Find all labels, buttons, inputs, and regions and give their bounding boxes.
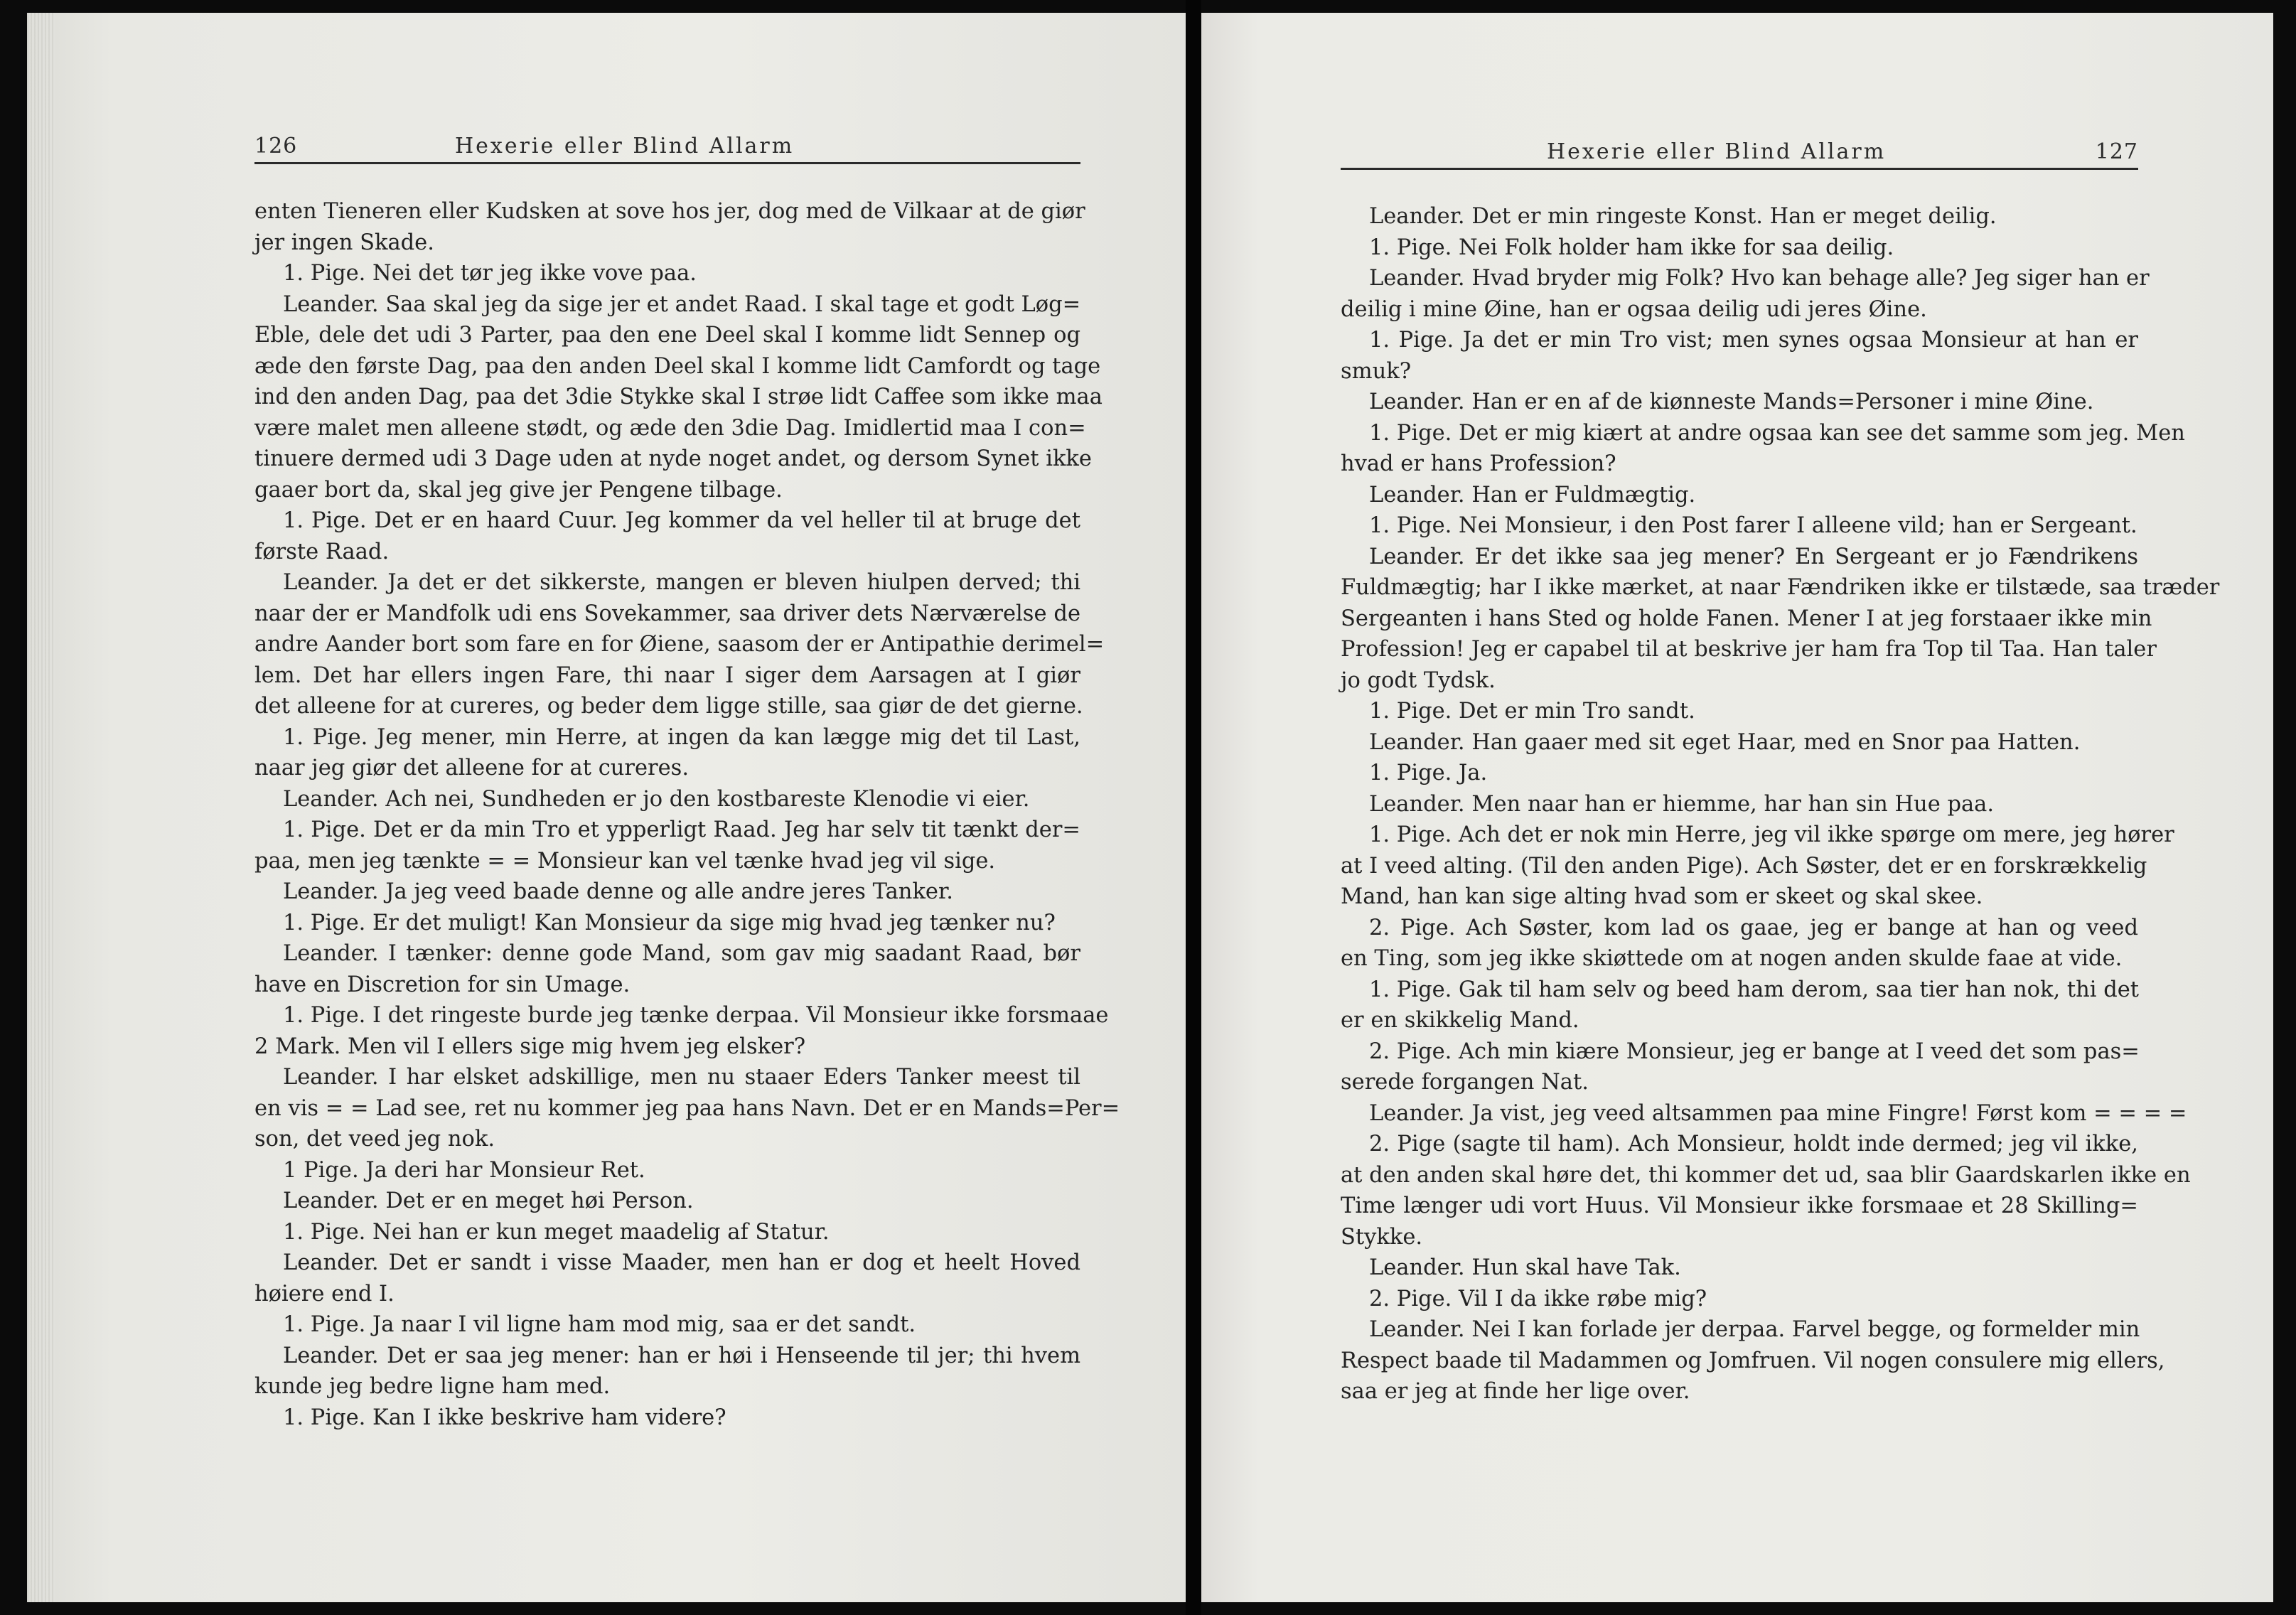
text-line: gaaer bort da, skal jeg give jer Pengene tilbage. xyxy=(254,477,783,503)
text-line: Time længer udi vort Huus. Vil Monsieur ikke forsmaae et 28 Skilling= xyxy=(1341,1193,2138,1218)
text-line: 1. Pige. Er det muligt! Kan Monsieur da sige mig hvad jeg tænker nu? xyxy=(283,910,1056,935)
text-line: 1. Pige. Nei Folk holder ham ikke for saa deilig. xyxy=(1369,235,1894,260)
page-number: 126 xyxy=(254,134,298,159)
text-line: enten Tieneren eller Kudsken at sove hos jer, dog med de Vilkaar at de giør xyxy=(254,199,1085,224)
text-line: 1. Pige. Det er min Tro sandt. xyxy=(1369,699,1695,724)
text-line: Sergeanten i hans Sted og holde Fanen. Mener I at jeg forstaaer ikke min xyxy=(1341,606,2152,631)
text-line: jer ingen Skade. xyxy=(254,230,434,255)
text-line: 1. Pige. Ja. xyxy=(1369,761,1488,785)
text-line: Leander. I har elsket adskillige, men nu staaer Eders Tanker meest til xyxy=(283,1065,1080,1090)
text-line: serede forgangen Nat. xyxy=(1341,1070,1589,1095)
text-line: Leander. Han er en af de kiønneste Mands=Personer i mine Øine. xyxy=(1369,390,2094,414)
text-line: 1. Pige. Ja det er min Tro vist; men synes ogsaa Monsieur at han er xyxy=(1369,328,2138,353)
text-line: 2. Pige. Ach min kiære Monsieur, jeg er bange at I veed det som pas= xyxy=(1369,1039,2140,1064)
text-line: andre Aander bort som fare en for Øiene, saasom der er Antipathie derimel= xyxy=(254,632,1105,657)
text-line: 1. Pige. I det ringeste burde jeg tænke derpaa. Vil Monsieur ikke forsmaae xyxy=(283,1003,1109,1028)
text-line: Leander. Saa skal jeg da sige jer et andet Raad. I skal tage et godt Løg= xyxy=(283,291,1081,317)
text-line: ind den anden Dag, paa det 3die Stykke skal I strøe lidt Caffee som ikke maa xyxy=(254,385,1103,409)
text-line: have en Discretion for sin Umage. xyxy=(254,972,631,997)
text-line: 2 Mark. Men vil I ellers sige mig hvem jeg elsker? xyxy=(254,1034,806,1059)
text-line: Leander. Ja det er det sikkerste, mangen er bleven hiulpen derved; thi xyxy=(283,570,1080,595)
text-line: deilig i mine Øine, han er ogsaa deilig udi jeres Øine. xyxy=(1341,296,1927,322)
text-line: Leander. Han gaaer med sit eget Haar, med en Snor paa Hatten. xyxy=(1369,729,2081,755)
text-line: Leander. Ach nei, Sundheden er jo den kostbareste Klenodie vi eier. xyxy=(283,786,1030,812)
left-page xyxy=(27,13,1186,1602)
text-line: en Ting, som jeg ikke skiøttede om at nogen anden skulde faae at vide. xyxy=(1341,946,2123,971)
text-line: Leander. Det er en meget høi Person. xyxy=(283,1189,694,1213)
left-page-text xyxy=(254,196,1120,1433)
text-line: Leander. Det er saa jeg mener: han er høi i Henseende til jer; thi hvem xyxy=(283,1343,1080,1368)
text-line: 1. Pige. Nei det tør jeg ikke vove paa. xyxy=(283,261,697,286)
text-line: Leander. Det er min ringeste Konst. Han er meget deilig. xyxy=(1369,204,1997,229)
text-line: kunde jeg bedre ligne ham med. xyxy=(254,1374,611,1399)
text-line: hvad er hans Profession? xyxy=(1341,451,1616,476)
text-line: 1. Pige. Kan I ikke beskrive ham videre? xyxy=(283,1405,726,1430)
text-line: en vis = = Lad see, ret nu kommer jeg paa hans Navn. Det er en Mands=Per= xyxy=(254,1095,1120,1121)
text-line: Eble, dele det udi 3 Parter, paa den ene Deel skal I komme lidt Sennep og xyxy=(254,323,1080,348)
text-line: Leander. Men naar han er hiemme, har han sin Hue paa. xyxy=(1369,791,1995,817)
text-line: son, det veed jeg nok. xyxy=(254,1127,495,1152)
text-line: 1. Pige. Jeg mener, min Herre, at ingen da kan lægge mig det til Last, xyxy=(283,724,1080,750)
text-line: 2. Pige. Ach Søster, kom lad os gaae, jeg er bange at han og veed xyxy=(1369,915,2138,940)
text-line: 1. Pige. Det er mig kiært at andre ogsaa kan see det samme som jeg. Men xyxy=(1369,420,2185,446)
text-line: lem. Det har ellers ingen Fare, thi naar I siger dem Aarsagen at I giør xyxy=(254,662,1080,688)
text-line: Mand, han kan sige alting hvad som er skeet og skal skee. xyxy=(1341,884,1983,909)
text-line: Leander. Ja vist, jeg veed altsammen paa mine Fingre! Først kom = = = = xyxy=(1369,1100,2187,1126)
running-head: Hexerie eller Blind Allarm xyxy=(1547,139,1887,164)
right-page-header xyxy=(1341,125,2138,170)
text-line: høiere end I. xyxy=(254,1281,395,1307)
text-line: 1 Pige. Ja deri har Monsieur Ret. xyxy=(283,1157,645,1183)
text-line: Leander. I tænker: denne gode Mand, som gav mig saadant Raad, bør xyxy=(283,941,1080,966)
text-line: smuk? xyxy=(1341,358,1412,384)
right-page-text xyxy=(1341,201,2220,1407)
text-line: Leander. Er det ikke saa jeg mener? En Sergeant er jo Fændrikens xyxy=(1369,544,2138,569)
text-line: første Raad. xyxy=(254,539,390,564)
right-page xyxy=(1201,13,2273,1602)
text-line: Profession! Jeg er capabel til at beskrive jer ham fra Top til Taa. Han taler xyxy=(1341,637,2157,662)
text-line: 1. Pige. Det er da min Tro et ypperligt Raad. Jeg har selv tit tænkt der= xyxy=(283,817,1080,842)
text-line: at den anden skal høre det, thi kommer det ud, saa blir Gaardskarlen ikke en xyxy=(1341,1162,2191,1188)
text-line: Respect baade til Madammen og Jomfruen. Vil nogen consulere mig ellers, xyxy=(1341,1348,2165,1373)
text-line: naar der er Mandfolk udi ens Sovekammer, saa driver dets Nærværelse de xyxy=(254,601,1080,626)
running-head: Hexerie eller Blind Allarm xyxy=(455,134,795,159)
text-line: 1. Pige. Ach det er nok min Herre, jeg vil ikke spørge om mere, jeg hører xyxy=(1369,822,2174,847)
text-line: være malet men alleene stødt, og æde den 3die Dag. Imidlertid maa I con= xyxy=(254,415,1086,441)
text-line: 1. Pige. Ja naar I vil ligne ham mod mig, saa er det sandt. xyxy=(283,1312,916,1337)
text-line: saa er jeg at finde her lige over. xyxy=(1341,1379,1690,1404)
text-line: jo godt Tydsk. xyxy=(1341,667,1496,693)
text-line: Leander. Det er sandt i visse Maader, men han er dog et heelt Hoved xyxy=(283,1250,1080,1275)
text-line: Leander. Hvad bryder mig Folk? Hvo kan behage alle? Jeg siger han er xyxy=(1369,266,2150,291)
text-line: Leander. Ja jeg veed baade denne og alle andre jeres Tanker. xyxy=(283,879,953,904)
text-line: Leander. Han er Fuldmægtig. xyxy=(1369,482,1696,508)
text-line: Leander. Hun skal have Tak. xyxy=(1369,1255,1681,1280)
text-line: at I veed alting. (Til den anden Pige). Ach Søster, det er en forskrækkelig xyxy=(1341,853,2147,879)
page-edges xyxy=(27,13,55,1602)
text-line: Leander. Nei I kan forlade jer derpaa. Farvel begge, og formelder min xyxy=(1369,1317,2140,1342)
text-line: tinuere dermed udi 3 Dage uden at nyde noget andet, og dersom Synet ikke xyxy=(254,446,1092,471)
text-line: Fuldmægtig; har I ikke mærket, at naar Fændriken ikke er tilstæde, saa træder xyxy=(1341,575,2220,600)
text-line: 1. Pige. Gak til ham selv og beed ham derom, saa tier han nok, thi det xyxy=(1369,977,2140,1002)
text-line: naar jeg giør det alleene for at cureres. xyxy=(254,756,690,780)
page-number: 127 xyxy=(2095,139,2138,164)
text-line: 2. Pige (sagte til ham). Ach Monsieur, holdt inde dermed; jeg vil ikke, xyxy=(1369,1132,2138,1157)
book-gutter xyxy=(1186,0,1201,1615)
text-line: 1. Pige. Nei han er kun meget maadelig af Statur. xyxy=(283,1219,830,1245)
text-line: 1. Pige. Nei Monsieur, i den Post farer I alleene vild; han er Sergeant. xyxy=(1369,513,2137,538)
text-line: det alleene for at cureres, og beder dem ligge stille, saa giør de det gierne. xyxy=(254,694,1083,719)
text-line: æde den første Dag, paa den anden Deel skal I komme lidt Camfordt og tage xyxy=(254,353,1101,379)
left-page-header xyxy=(254,119,1080,164)
text-line: er en skikkelig Mand. xyxy=(1341,1008,1579,1033)
text-line: paa, men jeg tænkte = = Monsieur kan vel tænke hvad jeg vil sige. xyxy=(254,848,996,874)
text-line: 2. Pige. Vil I da ikke røbe mig? xyxy=(1369,1286,1707,1311)
text-line: 1. Pige. Det er en haard Cuur. Jeg kommer da vel heller til at bruge det xyxy=(283,508,1080,533)
text-line: Stykke. xyxy=(1341,1224,1423,1250)
